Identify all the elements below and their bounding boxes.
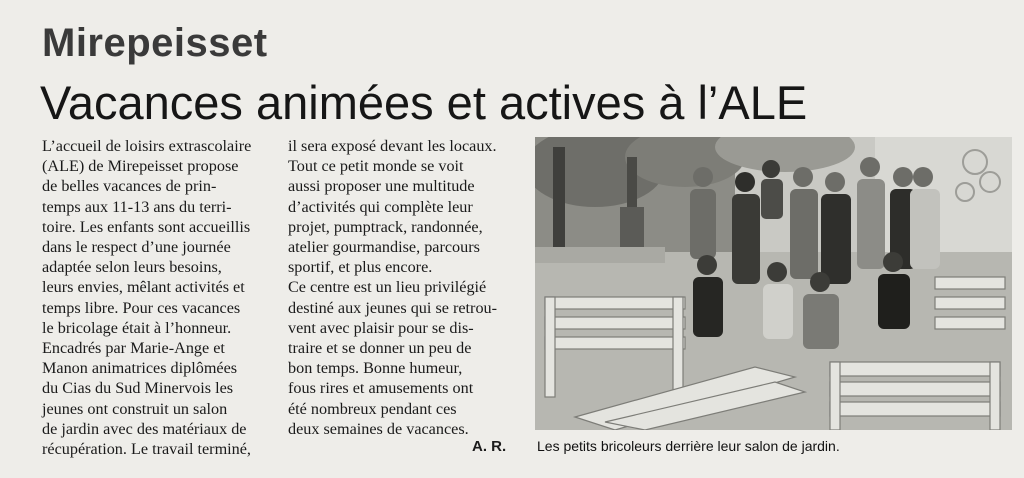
text-line: Tout ce petit monde se voit bbox=[288, 157, 464, 176]
article-kicker: Mirepeisset bbox=[42, 21, 268, 65]
text-line: Encadrés par Marie-Ange et bbox=[42, 339, 225, 358]
photo-caption: Les petits bricoleurs derrière leur salon de jardin. bbox=[537, 438, 840, 454]
article-headline: Vacances animées et actives à l’ALE bbox=[40, 76, 808, 129]
text-line: Manon animatrices diplômées bbox=[42, 359, 238, 378]
text-line: de jardin avec des matériaux de bbox=[42, 419, 247, 438]
text-line: adaptée selon leurs besoins, bbox=[42, 258, 222, 277]
text-line: dans le respect d’une journée bbox=[42, 238, 231, 257]
text-line: récupération. Le travail terminé, bbox=[42, 440, 251, 459]
text-line: de belles vacances de prin- bbox=[42, 177, 217, 196]
text-line: atelier gourmandise, parcours bbox=[288, 238, 480, 257]
photo-illustration bbox=[535, 137, 1012, 430]
text-line: le bricolage était à l’honneur. bbox=[42, 318, 232, 337]
text-line: toire. Les enfants sont accueillis bbox=[42, 217, 251, 236]
text-line: L’accueil de loisirs extrascolaire bbox=[42, 137, 252, 155]
article-column-2 bbox=[288, 136, 520, 439]
text-line: traire et se donner un peu de bbox=[288, 339, 472, 358]
text-line: il sera exposé devant les locaux. bbox=[288, 137, 497, 155]
text-line: bon temps. Bonne humeur, bbox=[288, 359, 463, 378]
text-line: deux semaines de vacances. bbox=[288, 419, 469, 438]
text-line: destiné aux jeunes qui se retrou- bbox=[288, 298, 498, 317]
text-line: Ce centre est un lieu privilégié bbox=[288, 278, 487, 297]
text-line: jeunes ont construit un salon bbox=[42, 399, 228, 418]
text-line: vent avec plaisir pour se dis- bbox=[288, 318, 474, 337]
text-line: sportif, et plus encore. bbox=[288, 258, 433, 277]
text-line: projet, pumptrack, randonnée, bbox=[288, 217, 483, 236]
text-line: aussi proposer une multitude bbox=[288, 177, 475, 196]
text-line: leurs envies, mêlant activités et bbox=[42, 278, 245, 297]
text-line: temps aux 11-13 ans du terri- bbox=[42, 197, 232, 216]
text-line: du Cias du Sud Minervois les bbox=[42, 379, 234, 398]
text-line: d’activités qui complète leur bbox=[288, 197, 473, 216]
text-line: (ALE) de Mirepeisset propose bbox=[42, 157, 239, 176]
author-signature: A. R. bbox=[472, 438, 507, 455]
article-column-1 bbox=[42, 136, 274, 459]
text-line: été nombreux pendant ces bbox=[288, 399, 457, 418]
text-line: temps libre. Pour ces vacances bbox=[42, 298, 241, 317]
text-line: fous rires et amusements ont bbox=[288, 379, 474, 398]
article-photo bbox=[535, 137, 1012, 430]
